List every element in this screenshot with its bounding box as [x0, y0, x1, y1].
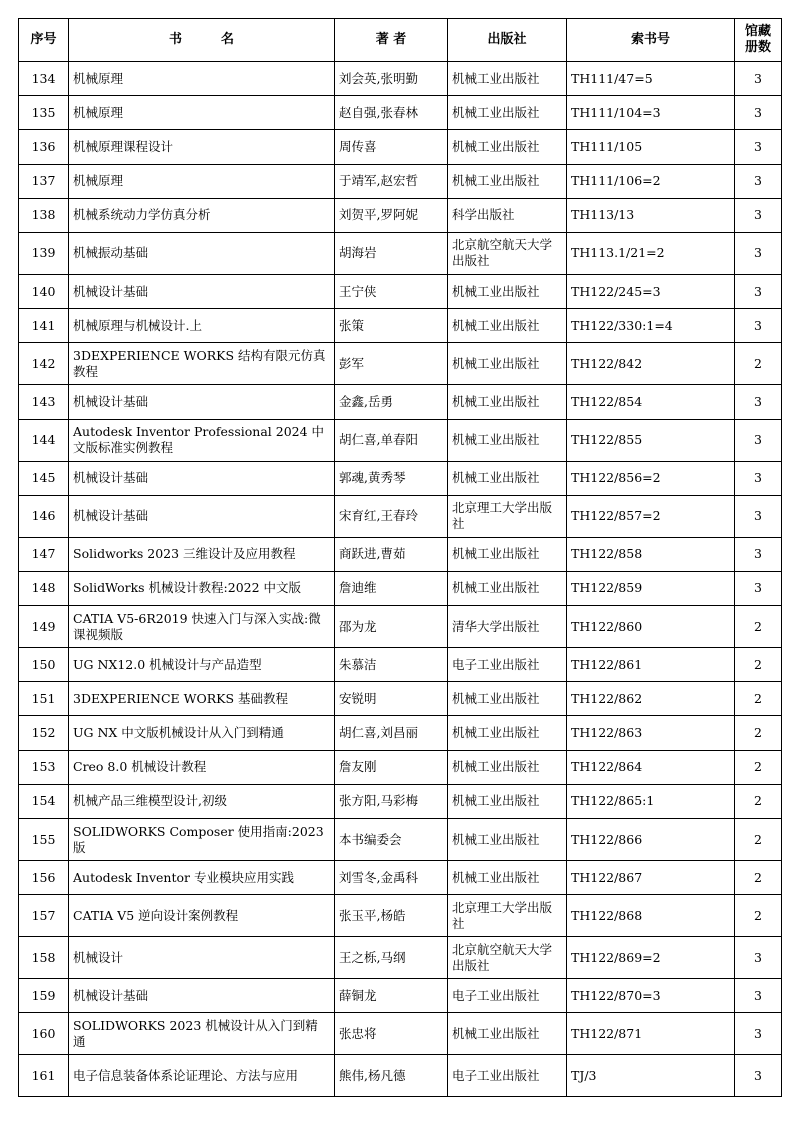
- cell-publisher: 北京航空航天大学出版社: [448, 232, 567, 274]
- table-row: [19, 130, 782, 164]
- cell-title: Creo 8.0 机械设计教程: [69, 750, 335, 784]
- cell-callno: TH122/859: [567, 571, 735, 605]
- cell-publisher: 机械工业出版社: [448, 461, 567, 495]
- cell-title: 机械振动基础: [69, 232, 335, 274]
- cell-no: 139: [19, 232, 69, 274]
- cell-publisher: 机械工业出版社: [448, 62, 567, 96]
- table-row: [19, 716, 782, 750]
- cell-callno: TH122/855: [567, 419, 735, 461]
- cell-title: 机械原理: [69, 62, 335, 96]
- cell-author: 王之栎,马纲: [335, 937, 448, 979]
- cell-copies: 3: [735, 937, 782, 979]
- cell-callno: TH122/856=2: [567, 461, 735, 495]
- cell-callno: TH122/858: [567, 537, 735, 571]
- cell-publisher: 机械工业出版社: [448, 164, 567, 198]
- cell-callno: TH122/854: [567, 385, 735, 419]
- cell-title: 机械设计基础: [69, 461, 335, 495]
- cell-no: 155: [19, 819, 69, 861]
- cell-publisher: 机械工业出版社: [448, 1013, 567, 1055]
- cell-no: 160: [19, 1013, 69, 1055]
- cell-no: 135: [19, 96, 69, 130]
- cell-copies: 2: [735, 819, 782, 861]
- cell-no: 154: [19, 784, 69, 818]
- cell-author: 邵为龙: [335, 606, 448, 648]
- cell-callno: TH122/330:1=4: [567, 309, 735, 343]
- cell-author: 刘雪冬,金禹科: [335, 861, 448, 895]
- cell-no: 134: [19, 62, 69, 96]
- cell-author: 胡仁喜,单春阳: [335, 419, 448, 461]
- cell-author: 詹友刚: [335, 750, 448, 784]
- cell-publisher: 机械工业出版社: [448, 716, 567, 750]
- cell-author: 郭魂,黄秀琴: [335, 461, 448, 495]
- table-row: [19, 232, 782, 274]
- cell-publisher: 机械工业出版社: [448, 537, 567, 571]
- table-row: [19, 571, 782, 605]
- cell-copies: 3: [735, 164, 782, 198]
- cell-no: 157: [19, 895, 69, 937]
- table-row: [19, 198, 782, 232]
- cell-title: 机械设计: [69, 937, 335, 979]
- cell-callno: TH122/860: [567, 606, 735, 648]
- cell-publisher: 机械工业出版社: [448, 274, 567, 308]
- cell-no: 141: [19, 309, 69, 343]
- table-row: [19, 750, 782, 784]
- cell-callno: TH122/867: [567, 861, 735, 895]
- table-row: [19, 274, 782, 308]
- cell-author: 金鑫,岳勇: [335, 385, 448, 419]
- cell-author: 宋育红,王春玲: [335, 495, 448, 537]
- cell-publisher: 机械工业出版社: [448, 419, 567, 461]
- cell-publisher: 机械工业出版社: [448, 96, 567, 130]
- cell-title: 机械产品三维模型设计,初级: [69, 784, 335, 818]
- header-callno: 索书号: [567, 19, 735, 62]
- cell-copies: 3: [735, 198, 782, 232]
- cell-author: 熊伟,杨凡德: [335, 1055, 448, 1097]
- cell-author: 张忠将: [335, 1013, 448, 1055]
- cell-title: UG NX 中文版机械设计从入门到精通: [69, 716, 335, 750]
- cell-author: 胡仁喜,刘昌丽: [335, 716, 448, 750]
- table-row: [19, 861, 782, 895]
- cell-no: 158: [19, 937, 69, 979]
- cell-publisher: 科学出版社: [448, 198, 567, 232]
- table-row: [19, 537, 782, 571]
- cell-author: 赵自强,张春林: [335, 96, 448, 130]
- header-author: 著 者: [335, 19, 448, 62]
- cell-copies: 2: [735, 716, 782, 750]
- cell-no: 147: [19, 537, 69, 571]
- cell-no: 149: [19, 606, 69, 648]
- table-row: [19, 96, 782, 130]
- cell-no: 152: [19, 716, 69, 750]
- table-row: [19, 979, 782, 1013]
- cell-callno: TH122/865:1: [567, 784, 735, 818]
- cell-no: 159: [19, 979, 69, 1013]
- cell-no: 143: [19, 385, 69, 419]
- cell-no: 156: [19, 861, 69, 895]
- cell-callno: TH122/842: [567, 343, 735, 385]
- cell-title: 机械设计基础: [69, 495, 335, 537]
- cell-author: 张玉平,杨皓: [335, 895, 448, 937]
- table-row: [19, 461, 782, 495]
- table-row: [19, 385, 782, 419]
- header-publisher: 出版社: [448, 19, 567, 62]
- cell-copies: 2: [735, 343, 782, 385]
- cell-author: 于靖军,赵宏哲: [335, 164, 448, 198]
- cell-title: 3DEXPERIENCE WORKS 结构有限元仿真教程: [69, 343, 335, 385]
- cell-no: 153: [19, 750, 69, 784]
- cell-title: 机械原理: [69, 164, 335, 198]
- cell-publisher: 机械工业出版社: [448, 784, 567, 818]
- cell-author: 刘贺平,罗阿妮: [335, 198, 448, 232]
- cell-copies: 2: [735, 784, 782, 818]
- cell-title: CATIA V5 逆向设计案例教程: [69, 895, 335, 937]
- table-row: [19, 1055, 782, 1097]
- cell-author: 安锐明: [335, 682, 448, 716]
- cell-publisher: 机械工业出版社: [448, 343, 567, 385]
- cell-callno: TH122/863: [567, 716, 735, 750]
- cell-no: 151: [19, 682, 69, 716]
- cell-author: 詹迪维: [335, 571, 448, 605]
- cell-callno: TH122/245=3: [567, 274, 735, 308]
- cell-title: 电子信息装备体系论证理论、方法与应用: [69, 1055, 335, 1097]
- cell-author: 商跃进,曹茹: [335, 537, 448, 571]
- cell-callno: TH122/864: [567, 750, 735, 784]
- table-row: [19, 819, 782, 861]
- cell-callno: TH122/857=2: [567, 495, 735, 537]
- cell-publisher: 清华大学出版社: [448, 606, 567, 648]
- table-row: [19, 164, 782, 198]
- cell-copies: 3: [735, 1013, 782, 1055]
- cell-publisher: 机械工业出版社: [448, 750, 567, 784]
- cell-publisher: 北京理工大学出版社: [448, 895, 567, 937]
- cell-title: CATIA V5-6R2019 快速入门与深入实战:微课视频版: [69, 606, 335, 648]
- cell-callno: TH122/870=3: [567, 979, 735, 1013]
- cell-copies: 2: [735, 648, 782, 682]
- cell-copies: 3: [735, 461, 782, 495]
- cell-copies: 3: [735, 62, 782, 96]
- cell-publisher: 机械工业出版社: [448, 819, 567, 861]
- cell-callno: TH122/866: [567, 819, 735, 861]
- cell-title: 机械原理与机械设计.上: [69, 309, 335, 343]
- cell-copies: 3: [735, 419, 782, 461]
- cell-title: 机械原理课程设计: [69, 130, 335, 164]
- cell-publisher: 北京航空航天大学出版社: [448, 937, 567, 979]
- cell-title: 机械设计基础: [69, 979, 335, 1013]
- cell-publisher: 机械工业出版社: [448, 571, 567, 605]
- cell-author: 张策: [335, 309, 448, 343]
- cell-publisher: 机械工业出版社: [448, 130, 567, 164]
- cell-no: 137: [19, 164, 69, 198]
- cell-author: 胡海岩: [335, 232, 448, 274]
- cell-copies: 3: [735, 130, 782, 164]
- cell-callno: TH122/869=2: [567, 937, 735, 979]
- table-row: [19, 343, 782, 385]
- table-row: [19, 895, 782, 937]
- table-row: [19, 648, 782, 682]
- cell-copies: 3: [735, 232, 782, 274]
- cell-title: 机械设计基础: [69, 385, 335, 419]
- cell-callno: TH113.1/21=2: [567, 232, 735, 274]
- header-title: 书 名: [69, 19, 335, 62]
- cell-author: 周传喜: [335, 130, 448, 164]
- cell-title: SolidWorks 机械设计教程:2022 中文版: [69, 571, 335, 605]
- cell-callno: TH111/105: [567, 130, 735, 164]
- cell-no: 161: [19, 1055, 69, 1097]
- table-row: [19, 1013, 782, 1055]
- cell-copies: 2: [735, 861, 782, 895]
- cell-author: 王宁侠: [335, 274, 448, 308]
- cell-copies: 3: [735, 385, 782, 419]
- table-row: [19, 682, 782, 716]
- cell-author: 彭军: [335, 343, 448, 385]
- table-row: [19, 937, 782, 979]
- cell-title: 机械原理: [69, 96, 335, 130]
- cell-no: 150: [19, 648, 69, 682]
- cell-publisher: 北京理工大学出版社: [448, 495, 567, 537]
- cell-copies: 3: [735, 979, 782, 1013]
- cell-callno: TH122/862: [567, 682, 735, 716]
- cell-title: Autodesk Inventor Professional 2024 中文版标准实例教程: [69, 419, 335, 461]
- cell-copies: 2: [735, 750, 782, 784]
- cell-no: 146: [19, 495, 69, 537]
- cell-copies: 2: [735, 682, 782, 716]
- cell-title: 3DEXPERIENCE WORKS 基础教程: [69, 682, 335, 716]
- cell-title: Autodesk Inventor 专业模块应用实践: [69, 861, 335, 895]
- table-row: [19, 419, 782, 461]
- cell-no: 144: [19, 419, 69, 461]
- cell-copies: 3: [735, 571, 782, 605]
- cell-callno: TH113/13: [567, 198, 735, 232]
- cell-title: SOLIDWORKS Composer 使用指南:2023 版: [69, 819, 335, 861]
- cell-publisher: 电子工业出版社: [448, 648, 567, 682]
- cell-title: 机械设计基础: [69, 274, 335, 308]
- header-row: [19, 19, 782, 62]
- cell-callno: TH111/106=2: [567, 164, 735, 198]
- cell-callno: TH122/861: [567, 648, 735, 682]
- cell-title: 机械系统动力学仿真分析: [69, 198, 335, 232]
- table-row: [19, 784, 782, 818]
- table-row: [19, 309, 782, 343]
- cell-copies: 3: [735, 96, 782, 130]
- cell-no: 145: [19, 461, 69, 495]
- cell-publisher: 机械工业出版社: [448, 861, 567, 895]
- cell-no: 142: [19, 343, 69, 385]
- header-no: 序号: [19, 19, 69, 62]
- cell-author: 张方阳,马彩梅: [335, 784, 448, 818]
- cell-title: UG NX12.0 机械设计与产品造型: [69, 648, 335, 682]
- cell-copies: 3: [735, 274, 782, 308]
- header-copies: 馆藏册数: [735, 19, 782, 62]
- cell-publisher: 电子工业出版社: [448, 1055, 567, 1097]
- cell-copies: 2: [735, 606, 782, 648]
- cell-no: 148: [19, 571, 69, 605]
- cell-author: 本书编委会: [335, 819, 448, 861]
- cell-callno: TH122/868: [567, 895, 735, 937]
- cell-no: 140: [19, 274, 69, 308]
- cell-no: 136: [19, 130, 69, 164]
- cell-no: 138: [19, 198, 69, 232]
- cell-publisher: 电子工业出版社: [448, 979, 567, 1013]
- cell-callno: TH122/871: [567, 1013, 735, 1055]
- cell-publisher: 机械工业出版社: [448, 682, 567, 716]
- cell-author: 薛铜龙: [335, 979, 448, 1013]
- cell-title: Solidworks 2023 三维设计及应用教程: [69, 537, 335, 571]
- cell-copies: 2: [735, 895, 782, 937]
- cell-copies: 3: [735, 495, 782, 537]
- table-row: [19, 495, 782, 537]
- cell-copies: 3: [735, 309, 782, 343]
- book-list-table: [18, 18, 782, 1097]
- table-row: [19, 62, 782, 96]
- cell-title: SOLIDWORKS 2023 机械设计从入门到精通: [69, 1013, 335, 1055]
- cell-publisher: 机械工业出版社: [448, 309, 567, 343]
- cell-author: 朱慕洁: [335, 648, 448, 682]
- cell-publisher: 机械工业出版社: [448, 385, 567, 419]
- cell-callno: TH111/47=5: [567, 62, 735, 96]
- cell-callno: TJ/3: [567, 1055, 735, 1097]
- cell-copies: 3: [735, 1055, 782, 1097]
- cell-callno: TH111/104=3: [567, 96, 735, 130]
- cell-author: 刘会英,张明勤: [335, 62, 448, 96]
- cell-copies: 3: [735, 537, 782, 571]
- table-row: [19, 606, 782, 648]
